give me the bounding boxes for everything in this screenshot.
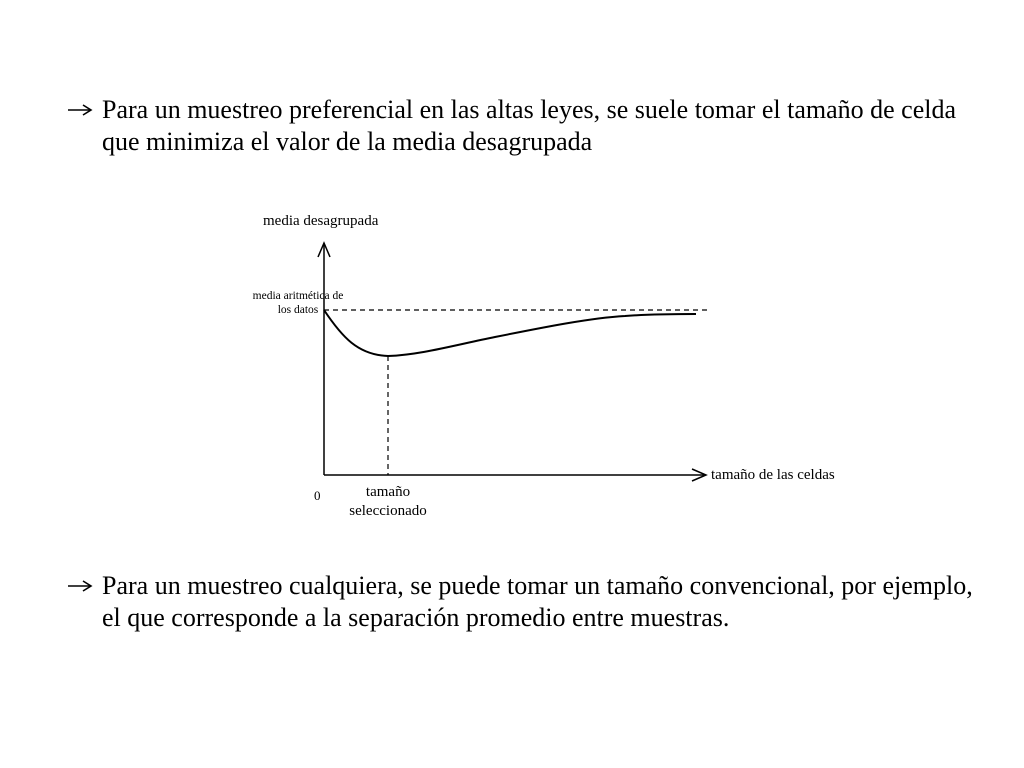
right-arrow-icon: [66, 570, 102, 602]
origin-label: 0: [314, 488, 321, 503]
x-axis-title: tamaño de las celdas: [711, 467, 835, 483]
y-axis-title: media desagrupada: [263, 213, 379, 229]
declustered-mean-curve: [324, 310, 696, 356]
right-arrow-icon: [66, 94, 102, 126]
bullet-arbitrary-sampling: [66, 570, 986, 634]
selected-size-label: tamaño seleccionado: [349, 484, 427, 519]
declustering-diagram: [250, 205, 870, 525]
bullet-preferential-sampling: [66, 94, 986, 158]
mean-reference-label: media aritmética de los datos: [252, 290, 344, 316]
bullet-text: Para un muestreo preferencial en las altas leyes, se suele tomar el tamaño de celda que minimiza el valor de la media desagrupada: [102, 95, 957, 156]
bullet-text: Para un muestreo cualquiera, se puede tomar un tamaño convencional, por ejemplo, el que corresponde a la separación promedio entre muestras.: [102, 571, 973, 632]
